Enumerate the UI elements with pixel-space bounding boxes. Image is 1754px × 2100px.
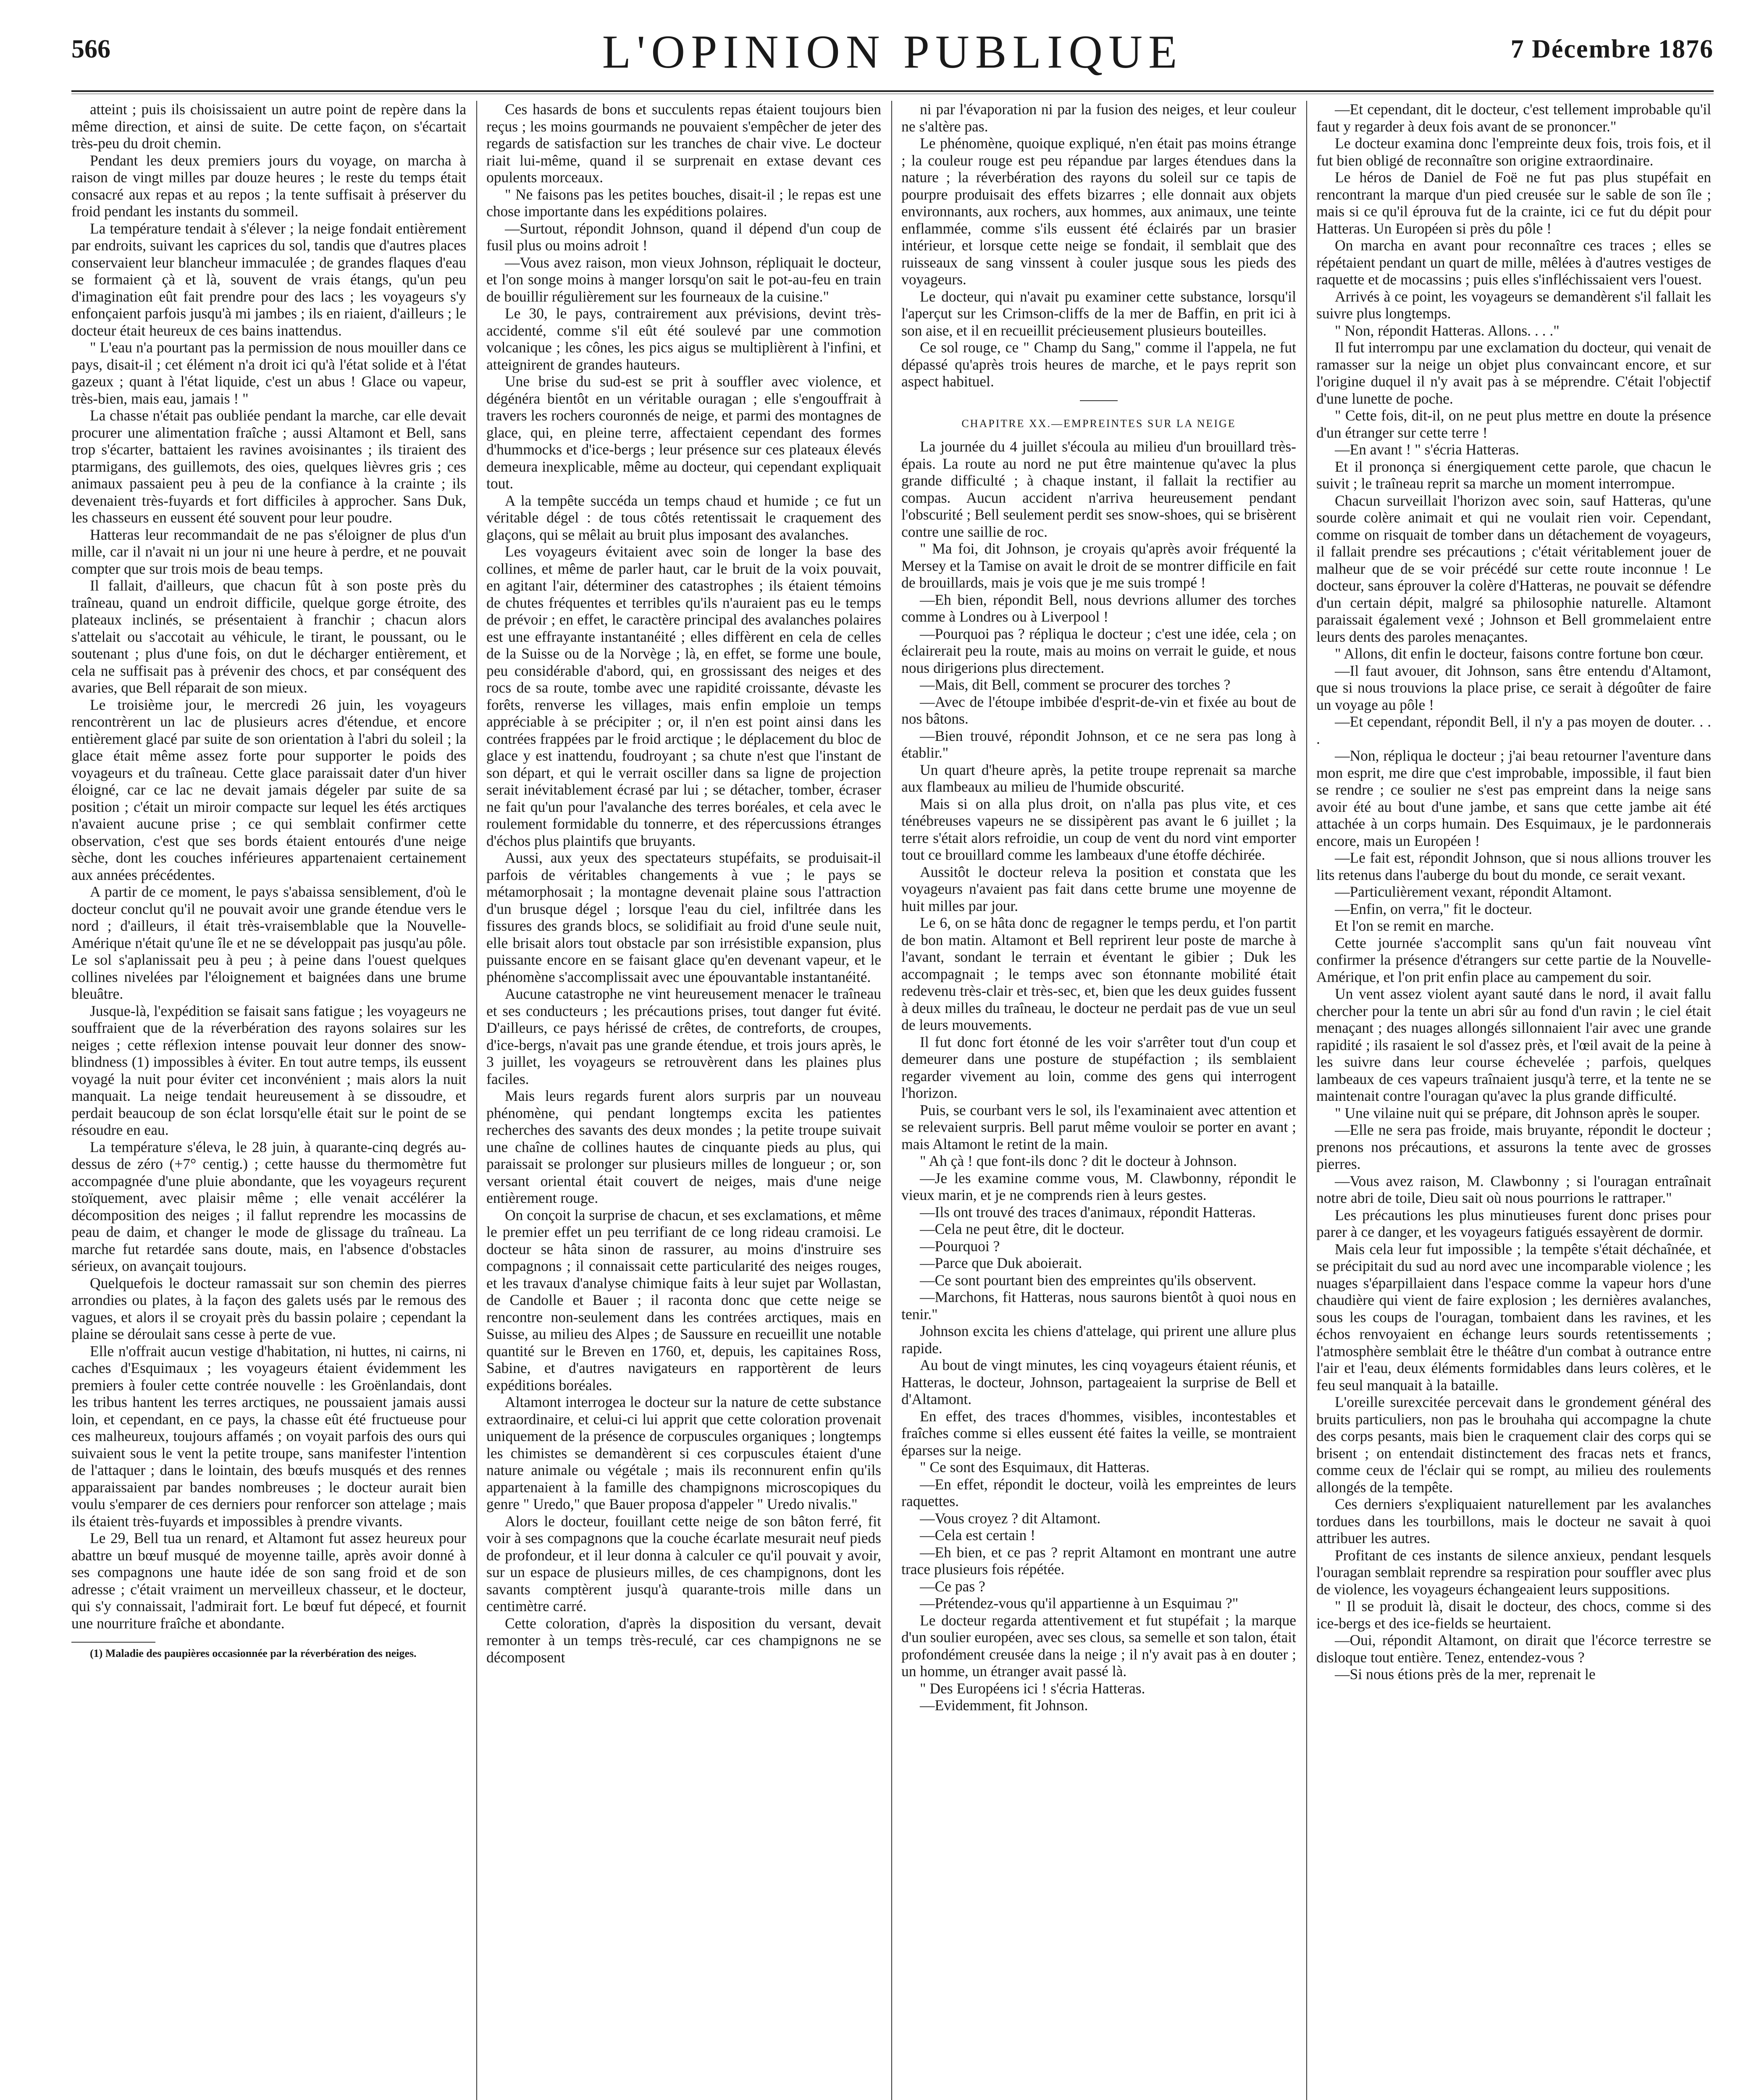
article-paragraph: En effet, des traces d'hommes, visibles, incontestables et fraîches comme si elles eussent été faites la veille, se montraient éparses sur la neige. <box>901 1407 1296 1459</box>
column-2 <box>486 101 881 2100</box>
article-paragraph: Cette journée s'accomplit sans qu'un fait nouveau vînt confirmer la présence d'étrangers sur cette partie de la Nouvelle-Amérique, et l'on prit enfin place au campement du soir. <box>1316 934 1711 985</box>
article-paragraph: —Non, répliqua le docteur ; j'ai beau retourner l'aventure dans mon esprit, me dire que c'est improbable, impossible, il faut bien se rendre ; ce soulier ne s'est pas empreint dans la neige sans avoir été au bout d'une jambe, et sans que cette jambe ait été attachée à un corps humain. Des Esquimaux, je le pardonnerais encore, mais un Européen ! <box>1316 747 1711 849</box>
article-paragraph: " Ne faisons pas les petites bouches, disait-il ; le repas est une chose importante dans les expéditions polaires. <box>486 186 881 220</box>
article-paragraph: —Pourquoi ? <box>920 1237 1000 1255</box>
article-paragraph: —Parce que Duk aboierait. <box>920 1255 1082 1271</box>
article-paragraph: Aussitôt le docteur releva la position et constata que les voyageurs n'avaient pas fait dans cette brume une moyenne de huit milles par jour. <box>901 863 1296 914</box>
article-paragraph: Au bout de vingt minutes, les cinq voyageurs étaient réunis, et Hatteras, le docteur, Johnson, partageaient la surprise de Bell et d'Altamont. <box>901 1357 1296 1407</box>
article-paragraph: " Ah çà ! que font-ils donc ? dit le docteur à Johnson. <box>920 1152 1237 1169</box>
article-paragraph: Puis, se courbant vers le sol, ils l'examinaient avec attention et se relevaient surpris. Bell parut même vouloir se porter en avant ; mais Altamont le retint de la main. <box>901 1101 1296 1152</box>
article-paragraph: Pendant les deux premiers jours du voyage, on marcha à raison de vingt milles par douze heures ; le reste du temps était consacré aux repas et au repos ; la tente suffisait à préserver du froid pendant les instants du sommeil. <box>71 152 466 220</box>
article-paragraph: —Eh bien, et ce pas ? reprit Altamont en montrant une autre trace plusieurs fois répétée. <box>901 1544 1296 1578</box>
footnote-rule <box>71 1642 155 1643</box>
article-paragraph: Ces derniers s'expliquaient naturellement par les avalanches tordues dans les tourbillons, mais le docteur ne savait à quoi attribuer les autres. <box>1316 1496 1711 1546</box>
chapter-heading: CHAPITRE XX.—EMPREINTES SUR LA NEIGE <box>961 417 1236 430</box>
article-paragraph: A partir de ce moment, le pays s'abaissa sensiblement, d'où le docteur conclut qu'il ne pouvait avoir une grande étendue vers le nord ; d'ailleurs, il était très-vraisemblable que la Nouvelle-Amérique n'était qu'une île et ne se développait pas jusqu'au pôle. Le sol s'aplanissait peu à peu ; à peine dans l'ouest quelques collines nivelées par l'éloignement et baignées dans une brume bleuâtre. <box>71 883 466 1002</box>
article-paragraph: —Si nous étions près de la mer, reprenait le <box>1335 1666 1596 1683</box>
article-paragraph: —Particulièrement vexant, répondit Altamont. <box>1335 883 1612 900</box>
masthead-rule <box>71 90 1714 92</box>
article-paragraph: —Prétendez-vous qu'il appartienne à un Esquimau ?" <box>920 1595 1239 1612</box>
article-paragraph: —En effet, répondit le docteur, voilà les empreintes de leurs raquettes. <box>901 1475 1296 1509</box>
issue-date: 7 Décembre 1876 <box>1510 35 1714 63</box>
article-paragraph: —Et cependant, répondit Bell, il n'y a pas moyen de douter. . . . <box>1316 713 1711 747</box>
article-paragraph: —Enfin, on verra," fit le docteur. <box>1335 900 1532 917</box>
article-paragraph: Et il prononça si énergiquement cette parole, que chacun le suivit ; le traîneau reprit sa marche un moment interrompue. <box>1316 458 1711 492</box>
article-paragraph: ni par l'évaporation ni par la fusion des neiges, et leur couleur ne s'altère pas. <box>901 101 1296 135</box>
article-paragraph: Mais cela leur fut impossible ; la tempête s'était déchaînée, et se précipitait du sud au nord avec une incomparable violence ; les nuages s'éparpillaient dans l'espace comme la vapeur hors d'une chaudière qui vient de faire explosion ; les dernières avalanches, sous les coups de l'ouragan, tombaient dans les ravines, et les échos renvoyaient en échange leurs sourds retentissements ; l'atmosphère semblait être le théâtre d'un combat à outrance entre l'air et l'eau, deux éléments formidables dans leurs colères, et le feu seul manquait à la bataille. <box>1316 1240 1711 1394</box>
column-divider <box>476 101 477 2100</box>
article-paragraph: A la tempête succéda un temps chaud et humide ; ce fut un véritable dégel : de tous côtés retentissait le craquement des glaçons, qui se mêlait au bruit plus imposant des avalanches. <box>486 492 881 543</box>
article-paragraph: Johnson excita les chiens d'attelage, qui prirent une allure plus rapide. <box>901 1323 1296 1357</box>
page-number: 566 <box>71 35 110 63</box>
article-paragraph: " Non, répondit Hatteras. Allons. . . ." <box>1335 322 1560 339</box>
article-paragraph: Arrivés à ce point, les voyageurs se demandèrent s'il fallait les suivre plus longtemps. <box>1316 288 1711 322</box>
column-1 <box>71 101 466 2100</box>
article-paragraph: Elle n'offrait aucun vestige d'habitation, ni huttes, ni cairns, ni caches d'Esquimaux ; les voyageurs étaient évidemment les premiers à fouler cette contrée nouvelle : les Groënlandais, dont les tribus hantent les terres arctiques, ne poussaient jamais aussi loin, et cependant, en ce pays, la chasse eût été fructueuse pour ces malheureux, toujours affamés ; on voyait parfois des ours qui suivaient sous le vent la petite troupe, sans manifester l'intention de l'attaquer ; dans le lointain, des bœufs musqués et des rennes apparaissaient par bandes nombreuses ; le docteur aurait bien voulu s'emparer de ces derniers pour renforcer son attelage ; mais ils étaient très-fuyards et impossibles à prendre vivants. <box>71 1342 466 1530</box>
article-paragraph: Hatteras leur recommandait de ne pas s'éloigner de plus d'un mille, car il n'avait ni un jour ni une heure à perdre, et ne pouvait compter que sur trois mois de beau temps. <box>71 526 466 577</box>
article-paragraph: atteint ; puis ils choisissaient un autre point de repère dans la même direction, et ainsi de suite. De cette façon, on s'écartait très-peu du droit chemin. <box>71 101 466 152</box>
article-paragraph: —Vous avez raison, M. Clawbonny ; si l'ouragan entraînait notre abri de toile, Dieu sait où nous pourrions le rattraper." <box>1316 1172 1711 1206</box>
article-paragraph: Le docteur, qui n'avait pu examiner cette substance, lorsqu'il l'aperçut sur les Crimson-cliffs de la mer de Baffin, en prit ici à son aise, et il en recueillit précieusement plusieurs bouteilles. <box>901 288 1296 339</box>
article-paragraph: Ces hasards de bons et succulents repas étaient toujours bien reçus ; les moins gourmands ne pouvaient s'empêcher de jeter des regards de satisfaction sur les tranches de chair vive. Le docteur riait lui-même, quand il se surprenait en extase devant ces opulents morceaux. <box>486 101 881 186</box>
article-paragraph: —Ce pas ? <box>920 1578 985 1595</box>
article-paragraph: Une brise du sud-est se prit à souffler avec violence, et dégénéra bientôt en un véritable ouragan ; elle s'engouffrait à travers les rochers couronnés de neige, et parmi des montagnes de glace, qui, en pleine terre, affectaient cependant des formes d'hummocks et d'ice-bergs ; leur présence sur ces plateaux élevés demeura inexplicable, même au docteur, qui cependant expliquait tout. <box>486 373 881 492</box>
article-paragraph: " Cette fois, dit-il, on ne peut plus mettre en doute la présence d'un étranger sur cette terre ! <box>1316 407 1711 441</box>
article-paragraph: Le 29, Bell tua un renard, et Altamont fut assez heureux pour abattre un bœuf musqué de moyenne taille, après avoir donné à ses compagnons une haute idée de son sang froid et de son adresse ; c'était vraiment un merveilleux chasseur, et le docteur, qui s'y connaissait, l'admirait fort. Le bœuf fut dépecé, et fournit une nourriture fraîche et abondante. <box>71 1530 466 1632</box>
article-paragraph: —Je les examine comme vous, M. Clawbonny, répondit le vieux marin, et je ne comprends rien à leurs gestes. <box>901 1169 1296 1203</box>
article-paragraph: Les voyageurs évitaient avec soin de longer la base des collines, et même de parler haut, car le bruit de la voix pouvait, en agitant l'air, déterminer des catastrophes ; ils étaient témoins de chutes fréquentes et terribles qu'ils n'auraient pas eu le temps de prévoir ; en effet, le caractère principal des avalanches polaires est une effrayante instantanéité ; elles diffèrent en cela de celles de la Suisse ou de la Norvège ; là, en effet, se forme une boule, peu considérable d'abord, qui, en grossissant des neiges et des rocs de sa route, tombe avec une rapidité croissante, dévaste les forêts, renverse les villages, mais enfin emploie un temps appréciable à se précipiter ; or, il n'en est point ainsi dans les contrées frappées par le froid arctique ; le déplacement du bloc de glace y est inattendu, foudroyant ; sa chute n'est que l'instant de son départ, et qui le verrait osciller dans sa ligne de projection serait inévitablement écrasé par lui ; se détacher, tomber, écraser ne fait qu'un pour l'avalanche des terres boréales, et cela avec le roulement formidable du tonnerre, et des répercussions étranges d'échos plus plaintifs que bruyants. <box>486 543 881 849</box>
article-paragraph: —Ils ont trouvé des traces d'animaux, répondit Hatteras. <box>920 1203 1256 1221</box>
article-paragraph: La journée du 4 juillet s'écoula au milieu d'un brouillard très-épais. La route au nord ne put être maintenue qu'avec la plus grande difficulté ; à chaque instant, il fallait la rectifier au compas. Aucun accident n'arriva heureusement pendant l'obscurité ; Bell seulement perdit ses snow-shoes, qui se brisèrent contre une saillie de roc. <box>901 438 1296 540</box>
article-paragraph: Les précautions les plus minutieuses furent donc prises pour parer à ce danger, et les voyageurs fatigués essayèrent de dormir. <box>1316 1206 1711 1240</box>
chapter-rule <box>1080 400 1118 401</box>
article-paragraph: Et l'on se remit en marche. <box>1335 917 1494 934</box>
article-paragraph: " L'eau n'a pourtant pas la permission de nous mouiller dans ce pays, disait-il ; cet élément n'a droit ici qu'à l'état solide et à l'état gazeux ; quant à l'état liquide, c'est un abus ! Glace ou vapeur, très-bien, mais eau, jamais ! " <box>71 339 466 407</box>
article-paragraph: L'oreille surexcitée percevait dans le grondement général des bruits particuliers, non pas le brouhaha qui accompagne la chute des corps pesants, mais bien le craquement clair des corps qui se brisent ; on entendait distinctement des fracas nets et francs, comme ceux de l'éclair qui se rompt, au milieu des roulements allongés de la tempête. <box>1316 1394 1711 1496</box>
article-paragraph: Le 30, le pays, contrairement aux prévisions, devint très-accidenté, comme s'il eût été soulevé par une commotion volcanique ; les cônes, les pics aigus se multiplièrent à l'infini, et atteignirent de grandes hauteurs. <box>486 305 881 373</box>
article-paragraph: Le phénomène, quoique expliqué, n'en était pas moins étrange ; la couleur rouge est peu répandue par larges étendues dans la nature ; la réverbération des rayons du soleil sur ce tapis de pourpre produisait des effets bizarres ; elle donnait aux objets environnants, aux rochers, aux hommes, aux animaux, une teinte enflammée, comme s'ils eussent été éclairés par un brasier intérieur, et lorsque cette neige se fondait, il semblait que des ruisseaux de sang vinssent à couler jusque sous les pieds des voyageurs. <box>901 135 1296 288</box>
article-paragraph: Jusque-là, l'expédition se faisait sans fatigue ; les voyageurs ne souffraient que de la réverbération des rayons solaires sur les neiges ; cette réflexion intense pouvait leur donner des snow-blindness (1) impossibles à éviter. En tout autre temps, ils eussent voyagé la nuit pour éviter cet inconvénient ; mais alors la nuit manquait. La neige tendait heureusement à se dissoudre, et perdait beaucoup de son éclat lorsqu'elle était sur le point de se résoudre en eau. <box>71 1002 466 1138</box>
text-columns <box>71 101 1714 2100</box>
article-paragraph: On conçoit la surprise de chacun, et ses exclamations, et même le premier effet un peu terrifiant de ce long rideau cramoisi. Le docteur se hâta sinon de rassurer, au moins d'instruire ses compagnons ; il connaissait cette particularité des neiges rouges, et les travaux d'analyse chimique faits à leur sujet par Wollastan, de Candolle et Bauer ; il raconta donc que cette neige se rencontre non-seulement dans les contrées arctiques, mais en Suisse, au milieu des Alpes ; de Saussure en recueillit une notable quantité sur le Breven en 1760, et, depuis, les capitaines Ross, Sabine, et d'autres navigateurs en rapportèrent de leurs expéditions boréales. <box>486 1206 881 1394</box>
article-paragraph: —Evidemment, fit Johnson. <box>920 1697 1088 1714</box>
article-paragraph: Le docteur examina donc l'empreinte deux fois, trois fois, et il fut bien obligé de reconnaître son origine extraordinaire. <box>1316 135 1711 169</box>
article-paragraph: —Cela ne peut être, dit le docteur. <box>920 1221 1124 1237</box>
article-paragraph: Alors le docteur, fouillant cette neige de son bâton ferré, fit voir à ses compagnons que la couche écarlate mesurait neuf pieds de profondeur, et il leur donna à calculer ce qu'il pouvait y avoir, sur un espace de plusieurs milles, de ces champignons, dont les savants comptèrent jusqu'à quarante-trois mille dans un centimètre carré. <box>486 1512 881 1614</box>
article-paragraph: —Elle ne sera pas froide, mais bruyante, répondit le docteur ; prenons nos précautions, et assurons la tente avec de grosses pierres. <box>1316 1121 1711 1172</box>
article-paragraph: Mais si on alla plus droit, on n'alla pas plus vite, et ces ténébreuses vapeurs ne se dissipèrent pas avant le 6 juillet ; la terre s'était alors refroidie, un coup de vent du nord vint emporter tout ce brouillard comme les lambeaux d'une étoffe déchirée. <box>901 795 1296 863</box>
column-3 <box>901 101 1296 2100</box>
article-paragraph: " Il se produit là, disait le docteur, des chocs, comme si des ice-bergs et des ice-fields se heurtaient. <box>1316 1598 1711 1632</box>
article-paragraph: La température tendait à s'élever ; la neige fondait entièrement par endroits, suivant les caprices du sol, tandis que d'autres places conservaient leur blancheur immaculée ; de grandes flaques d'eau se formaient çà et là, souvent de vrais étangs, qu'un peu d'imagination eût fait prendre pour des lacs ; les voyageurs s'y enfonçaient parfois jusqu'à mi jambes ; ils en riaient, d'ailleurs ; le docteur était heureux de ces bains inattendus. <box>71 220 466 339</box>
column-divider <box>891 101 892 2100</box>
article-paragraph: " Ce sont des Esquimaux, dit Hatteras. <box>920 1459 1150 1475</box>
article-paragraph: Profitant de ces instants de silence anxieux, pendant lesquels l'ouragan semblait reprendre sa respiration pour souffler avec plus de violence, les voyageurs échangeaient leurs suppositions. <box>1316 1546 1711 1598</box>
article-paragraph: —En avant ! " s'écria Hatteras. <box>1335 441 1519 458</box>
article-paragraph: Aucune catastrophe ne vint heureusement menacer le traîneau et ses conducteurs ; les précautions prises, tout danger fut évité. D'ailleurs, ce pays hérissé de crêtes, de contreforts, de croupes, d'ice-bergs, n'avait pas une grande étendue, et trois jours après, le 3 juillet, les voyageurs se retrouvèrent dans les plaines plus faciles. <box>486 985 881 1087</box>
article-paragraph: La chasse n'était pas oubliée pendant la marche, car elle devait procurer une alimentation fraîche ; aussi Altamont et Bell, sans trop s'écarter, battaient les ravines avoisinantes ; ils tiraient des ptarmigans, des guillemots, des oies, quelques lièvres gris ; ces animaux passaient peu à peu de la confiance à la crainte ; ils devenaient très-fuyards et fort difficiles à approcher. Sans Duk, les chasseurs en eussent été souvent pour leur poudre. <box>71 407 466 526</box>
article-paragraph: Chacun surveillait l'horizon avec soin, sauf Hatteras, qu'une sourde colère animait et qui ne voulait rien voir. Cependant, comme on risquait de tomber dans un détachement de voyageurs, il fallait prendre ses précautions ; c'était véritablement jouer de malheur que de se voir précédé sur cette route inconnue ! Le docteur, sans éprouver la colère d'Hatteras, ne pouvait se défendre d'un certain dépit, malgré sa philosophie naturelle. Altamont paraissait également vexé ; Johnson et Bell grommelaient entre leurs dents des paroles menaçantes. <box>1316 492 1711 645</box>
article-paragraph: —Eh bien, répondit Bell, nous devrions allumer des torches comme à Londres ou à Liverpool ! <box>901 591 1296 625</box>
article-paragraph: Mais leurs regards furent alors surpris par un nouveau phénomène, qui pendant longtemps excita les patientes recherches des savants des deux mondes ; la petite troupe suivait une chaîne de collines hautes de cinquante pieds au plus, qui paraissait se prolonger sur plusieurs milles de longueur ; or, son versant oriental était couvert de neiges, mais d'une neige entièrement rouge. <box>486 1087 881 1206</box>
article-paragraph: —Cela est certain ! <box>920 1527 1036 1544</box>
article-paragraph: —Surtout, répondit Johnson, quand il dépend d'un coup de fusil plus ou moins adroit ! <box>486 220 881 254</box>
article-paragraph: —Marchons, fit Hatteras, nous saurons bientôt à quoi nous en tenir." <box>901 1289 1296 1323</box>
article-paragraph: Altamont interrogea le docteur sur la nature de cette substance extraordinaire, et celui-ci lui apprit que cette coloration provenait uniquement de la présence de corpuscules organiques ; longtemps les chimistes se demandèrent si ces corpuscules étaient d'une nature animale ou végétale ; mais ils reconnurent enfin qu'ils appartenaient à la famille des champignons microscopiques du genre " Uredo," que Bauer proposa d'appeler " Uredo nivalis." <box>486 1394 881 1512</box>
article-paragraph: Le 6, on se hâta donc de regagner le temps perdu, et l'on partit de bon matin. Altamont et Bell reprirent leur poste de marche à l'avant, sondant le terrain et éventant le gibier ; Duk les accompagnait ; le temps avec son étonnante mobilité était redevenu très-clair et très-sec, et, bien que les deux guides fussent à deux milles du traîneau, le docteur ne perdait pas de vue un seul de leurs mouvements. <box>901 914 1296 1033</box>
article-paragraph: Aussi, aux yeux des spectateurs stupéfaits, se produisait-il parfois de véritables changements à vue ; le pays se métamorphosait ; la montagne devenait plaine sous l'attraction d'un brusque dégel ; lorsque l'eau du ciel, infiltrée dans les fissures des grands blocs, se solidifiait au froid d'une seule nuit, elle brisait alors tout obstacle par son irrésistible expansion, plus puissante encore en se faisant glace qu'en devenant vapeur, et le phénomène s'accomplissait avec une épouvantable instantanéité. <box>486 849 881 985</box>
column-4 <box>1316 101 1711 2100</box>
article-paragraph: On marcha en avant pour reconnaître ces traces ; elles se répétaient pendant un quart de mille, mêlées à d'autres vestiges de raquette et de mocassins ; puis elles s'infléchissaient vers l'ouest. <box>1316 237 1711 288</box>
article-paragraph: " Allons, dit enfin le docteur, faisons contre fortune bon cœur. <box>1335 645 1704 662</box>
article-paragraph: —Oui, répondit Altamont, on dirait que l'écorce terrestre se disloque tout entière. Tenez, entendez-vous ? <box>1316 1632 1711 1666</box>
article-paragraph: La température s'éleva, le 28 juin, à quarante-cinq degrés au-dessus de zéro (+7° centig.) ; cette hausse du thermomètre fut accompagnée d'une pluie abondante, que les voyageurs reçurent stoïquement, avec plaisir même ; elle venait accélérer la décomposition des neiges ; il fallut reprendre les mocassins de peau de daim, et changer le mode de glissage du traîneau. La marche fut retardée sans doute, mais, en l'absence d'obstacles sérieux, on avançait toujours. <box>71 1138 466 1274</box>
article-paragraph: —Pourquoi pas ? répliqua le docteur ; c'est une idée, cela ; on éclairerait peu la route, mais au moins on verrait le guide, et nous nous dirigerions plus directement. <box>901 625 1296 676</box>
article-paragraph: Il fut donc fort étonné de les voir s'arrêter tout d'un coup et demeurer dans une posture de stupéfaction ; ils semblaient regarder vivement au loin, comme des gens qui interrogent l'horizon. <box>901 1033 1296 1101</box>
article-paragraph: " Ma foi, dit Johnson, je croyais qu'après avoir fréquenté la Mersey et la Tamise on avait le droit de se montrer difficile en fait de brouillards, mais je vois que je me suis trompé ! <box>901 540 1296 591</box>
article-paragraph: Il fut interrompu par une exclamation du docteur, qui venait de ramasser sur la neige un objet plus convaincant encore, et sur l'origine duquel il n'y avait pas à se méprendre. C'était l'objectif d'une lunette de poche. <box>1316 339 1711 407</box>
newspaper-page <box>71 17 1714 2100</box>
article-paragraph: —Bien trouvé, répondit Johnson, et ce ne sera pas long à établir." <box>901 727 1296 761</box>
article-paragraph: Ce sol rouge, ce " Champ du Sang," comme il l'appela, ne fut dépassé qu'après trois heures de marche, et le pays reprit son aspect habituel. <box>901 339 1296 390</box>
article-paragraph: Le docteur regarda attentivement et fut stupéfait ; la marque d'un soulier européen, avec ses clous, sa semelle et son talon, était profondément creusée dans la neige ; il n'y avait pas à en douter ; un homme, un étranger avait passé là. <box>901 1612 1296 1680</box>
column-divider <box>1306 101 1307 2100</box>
article-paragraph: Il fallait, d'ailleurs, que chacun fût à son poste près du traîneau, quand un endroit difficile, quelque gorge étroite, des plateaux inclinés, se présentaient à franchir ; chacun alors s'attelait ou s'accotait au véhicule, le tirant, le poussant, ou le soutenant ; plus d'une fois, on dut le décharger entièrement, et cela ne suffisait pas à prévenir des chocs, et par conséquent des avaries, que Bell réparait de son mieux. <box>71 577 466 696</box>
article-paragraph: —Et cependant, dit le docteur, c'est tellement improbable qu'il faut y regarder à deux fois avant de se prononcer." <box>1316 101 1711 135</box>
article-paragraph: " Des Européens ici ! s'écria Hatteras. <box>920 1680 1145 1697</box>
footnote: (1) Maladie des paupières occasionnée par la réverbération des neiges. <box>90 1647 417 1659</box>
article-paragraph: —Le fait est, répondit Johnson, que si nous allions trouver les lits retenus dans l'auberge du bout du monde, ce serait vexant. <box>1316 849 1711 883</box>
article-paragraph: —Ce sont pourtant bien des empreintes qu'ils observent. <box>920 1271 1257 1289</box>
masthead <box>71 17 1714 92</box>
article-paragraph: Un vent assez violent ayant sauté dans le nord, il avait fallu chercher pour la tente un abri sûr au fond d'un ravin ; le ciel était menaçant ; des nuages allongés sillonnaient l'air avec une grande rapidité ; ils rasaient le sol d'assez près, et l'œil avait de la peine à les suivre dans leur course échevelée ; parfois, quelques lambeaux de ces vapeurs traînaient jusqu'à terre, et la tente ne se maintenait contre l'ouragan qu'avec la plus grande difficulté. <box>1316 985 1711 1104</box>
article-paragraph: —Mais, dit Bell, comment se procurer des torches ? <box>920 676 1231 693</box>
newspaper-title: L'OPINION PUBLIQUE <box>602 26 1183 78</box>
article-paragraph: Un quart d'heure après, la petite troupe reprenait sa marche aux flambeaux au milieu de l'humide obscurité. <box>901 761 1296 795</box>
article-paragraph: Quelquefois le docteur ramassait sur son chemin des pierres arrondies ou plates, à la façon des galets usés par le remous des vagues, et alors il se croyait près du bassin polaire ; cependant la plaine se déroulait sans cesse à perte de vue. <box>71 1274 466 1342</box>
article-paragraph: —Avec de l'étoupe imbibée d'esprit-de-vin et fixée au bout de nos bâtons. <box>901 693 1296 727</box>
article-paragraph: Cette coloration, d'après la disposition du versant, devait remonter à un temps très-reculé, car ces champignons ne se décomposent <box>486 1614 881 1666</box>
article-paragraph: —Vous avez raison, mon vieux Johnson, répliquait le docteur, et l'on songe moins à manger lorsqu'on sait le pot-au-feu en train de bouillir régulièrement sur les fourneaux de la cuisine." <box>486 254 881 305</box>
article-paragraph: " Une vilaine nuit qui se prépare, dit Johnson après le souper. <box>1335 1104 1700 1121</box>
article-paragraph: Le héros de Daniel de Foë ne fut pas plus stupéfait en rencontrant la marque d'un pied creusée sur le sable de son île ; mais si ce qu'il éprouva fut de la crainte, ici ce fut du dépit pour Hatteras. Un Européen si près du pôle ! <box>1316 169 1711 237</box>
article-paragraph: Le troisième jour, le mercredi 26 juin, les voyageurs rencontrèrent un lac de plusieurs acres d'étendue, et encore entièrement glacé par suite de son orientation à l'abri du soleil ; la glace était même assez forte pour supporter le poids des voyageurs et du traîneau. Cette glace paraissait dater d'un hiver éloigné, car ce lac ne devait jamais dégeler par suite de sa position ; c'était un miroir compacte sur lequel les étés arctiques n'avaient aucune prise ; ce qui semblait confirmer cette observation, c'est que ses bords étaient entourés d'une neige sèche, dont les couches inférieures appartenaient certainement aux années précédentes. <box>71 696 466 883</box>
article-paragraph: —Il faut avouer, dit Johnson, sans être entendu d'Altamont, que si nous trouvions la place prise, ce serait à dégoûter de faire un voyage au pôle ! <box>1316 662 1711 713</box>
article-paragraph: —Vous croyez ? dit Altamont. <box>920 1509 1101 1527</box>
